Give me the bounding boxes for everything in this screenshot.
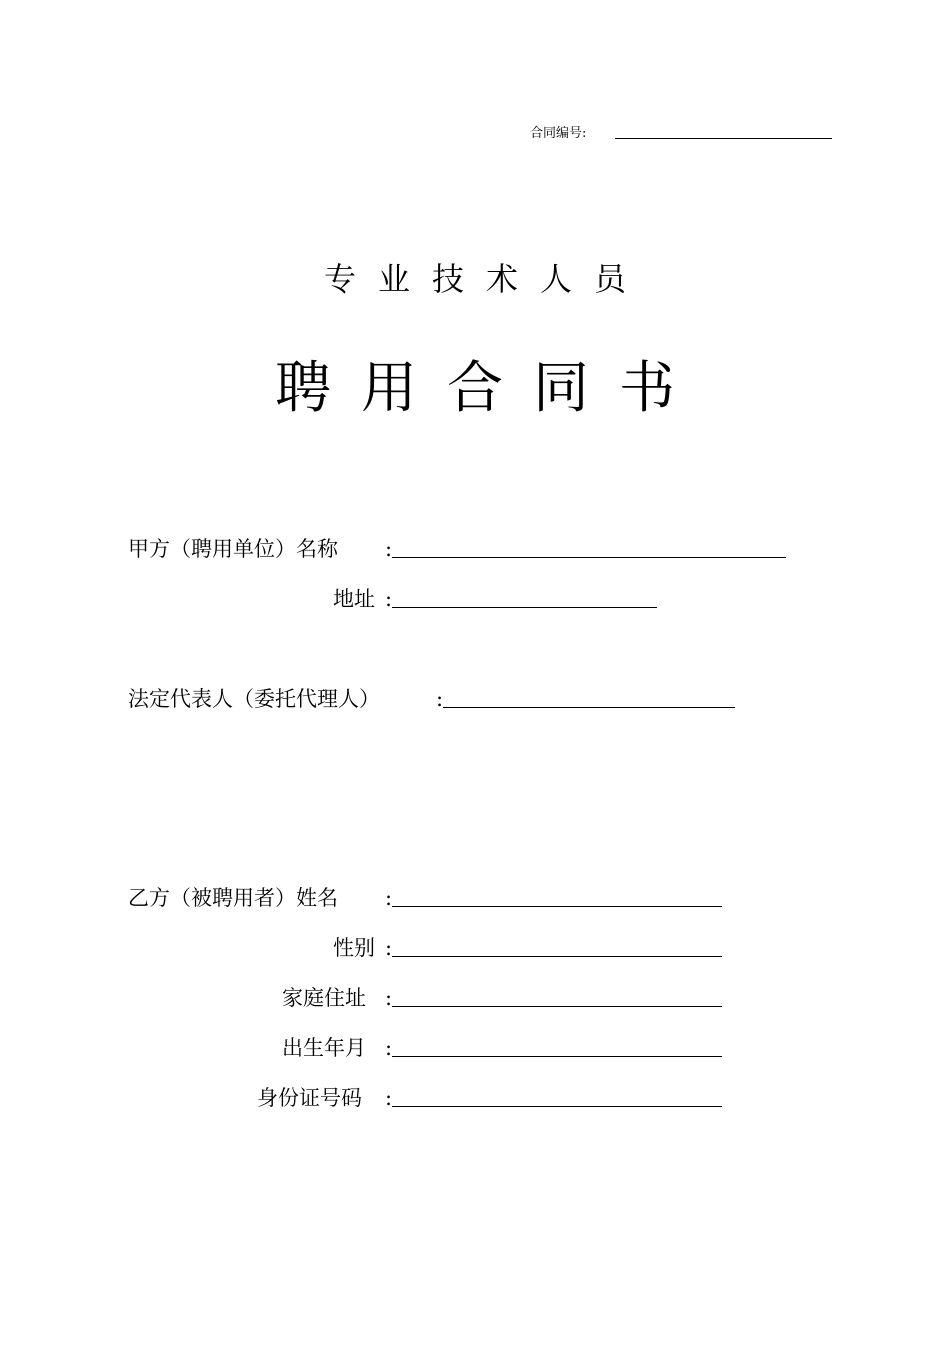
contract-number [530,122,586,141]
document-subtitle: 专业技术人员 [323,260,648,298]
legal-representative-field [128,686,444,712]
colon: : [385,1036,393,1060]
legal-representative-label: 法定代表人（委托代理人） [128,687,380,711]
home-address-label: 家庭住址 [282,986,366,1010]
home-address-blank[interactable] [392,1006,722,1007]
id-number-blank[interactable] [392,1106,722,1107]
colon: : [385,587,393,611]
party-a-name-blank[interactable] [392,557,786,558]
colon: : [385,986,393,1010]
party-a-address-blank[interactable] [392,607,657,608]
document-title: 聘用合同书 [275,356,705,421]
party-b-name-blank[interactable] [392,906,722,907]
contract-number-label: 合同编号: [530,126,587,141]
party-a-name-field [128,536,393,562]
party-a-address-label: 地址 [333,587,375,611]
contract-number-blank[interactable] [615,138,832,139]
birth-date-label: 出生年月 [282,1036,366,1060]
party-a-name-label: 甲方（聘用单位）名称 [128,537,338,561]
party-b-name-label: 乙方（被聘用者）姓名 [128,886,338,910]
gender-blank[interactable] [392,956,722,957]
gender-label: 性别 [333,936,375,960]
id-number-label: 身份证号码 [257,1086,362,1110]
colon: : [436,687,444,711]
colon: : [385,886,393,910]
legal-representative-blank[interactable] [443,707,735,708]
colon: : [385,1086,393,1110]
birth-date-blank[interactable] [392,1056,722,1057]
party-b-name-field [128,885,393,911]
colon: : [385,537,393,561]
colon: : [385,936,393,960]
